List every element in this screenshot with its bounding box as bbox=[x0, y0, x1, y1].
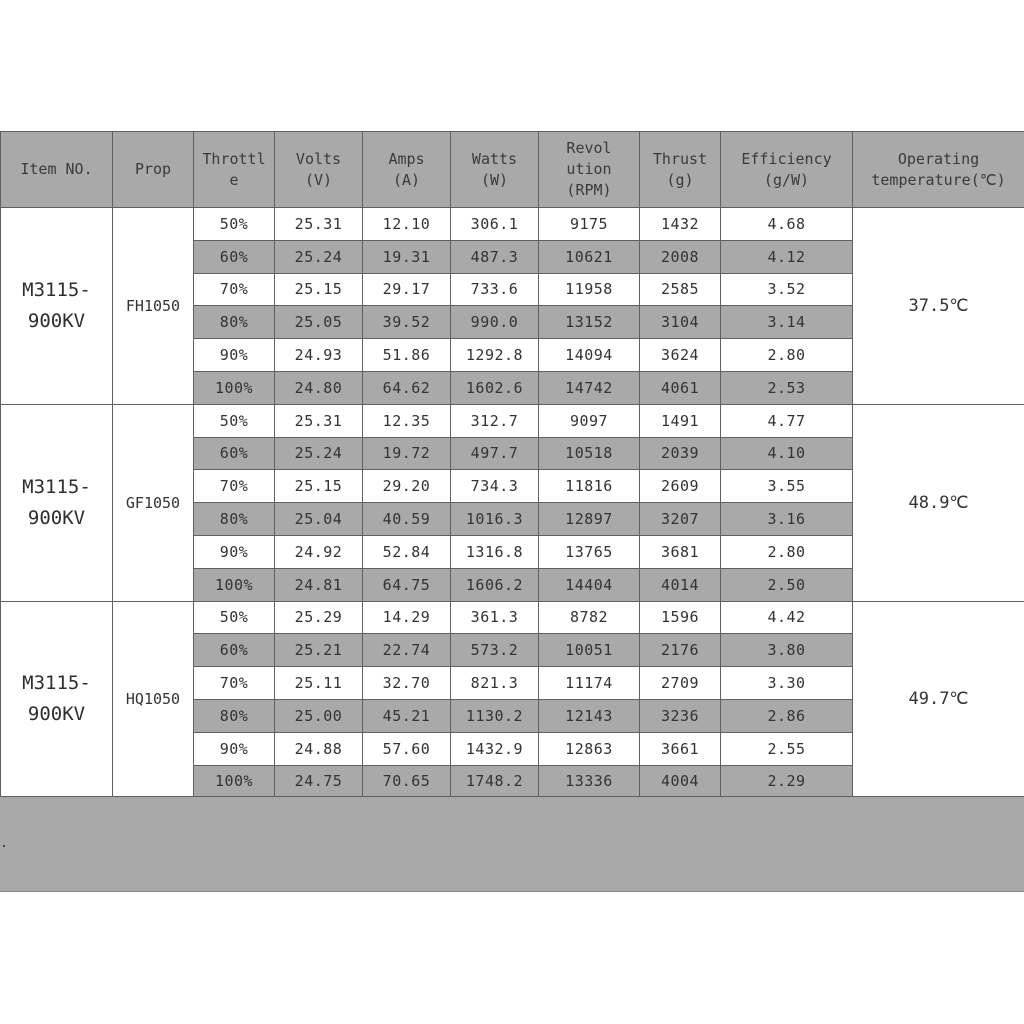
rpm-cell: 9097 bbox=[539, 404, 640, 437]
thrust-cell: 4004 bbox=[640, 765, 721, 798]
amps-cell: 12.10 bbox=[363, 208, 451, 241]
volts-cell: 25.15 bbox=[275, 273, 363, 306]
amps-cell: 19.31 bbox=[363, 240, 451, 273]
rpm-cell: 14742 bbox=[539, 371, 640, 404]
prop-cell: HQ1050 bbox=[113, 601, 194, 798]
amps-cell: 64.75 bbox=[363, 568, 451, 601]
volts-cell: 25.24 bbox=[275, 437, 363, 470]
thrust-cell: 2609 bbox=[640, 470, 721, 503]
watts-cell: 1130.2 bbox=[451, 699, 539, 732]
table-row bbox=[1, 404, 1024, 437]
rpm-cell: 11174 bbox=[539, 667, 640, 700]
efficiency-cell: 4.12 bbox=[721, 240, 853, 273]
efficiency-cell: 3.52 bbox=[721, 273, 853, 306]
watts-cell: 734.3 bbox=[451, 470, 539, 503]
throttle-cell: 80% bbox=[194, 503, 275, 536]
amps-cell: 57.60 bbox=[363, 732, 451, 765]
volts-cell: 25.21 bbox=[275, 634, 363, 667]
throttle-cell: 50% bbox=[194, 404, 275, 437]
amps-cell: 32.70 bbox=[363, 667, 451, 700]
operating-temperature-cell: 49.7℃ bbox=[853, 601, 1024, 798]
efficiency-cell: 2.53 bbox=[721, 371, 853, 404]
throttle-cell: 60% bbox=[194, 437, 275, 470]
watts-cell: 573.2 bbox=[451, 634, 539, 667]
watts-cell: 312.7 bbox=[451, 404, 539, 437]
motor-model-cell: M3115- 900KV bbox=[1, 404, 113, 601]
thrust-cell: 1432 bbox=[640, 208, 721, 241]
watts-cell: 1292.8 bbox=[451, 339, 539, 372]
rpm-cell: 9175 bbox=[539, 208, 640, 241]
throttle-cell: 60% bbox=[194, 240, 275, 273]
amps-cell: 40.59 bbox=[363, 503, 451, 536]
prop-cell: GF1050 bbox=[113, 404, 194, 601]
watts-cell: 1606.2 bbox=[451, 568, 539, 601]
header-prop: Prop bbox=[113, 132, 194, 208]
throttle-cell: 70% bbox=[194, 470, 275, 503]
volts-cell: 24.92 bbox=[275, 535, 363, 568]
rpm-cell: 13765 bbox=[539, 535, 640, 568]
amps-cell: 51.86 bbox=[363, 339, 451, 372]
rpm-cell: 10621 bbox=[539, 240, 640, 273]
efficiency-cell: 4.42 bbox=[721, 601, 853, 634]
operating-temperature-cell: 37.5℃ bbox=[853, 208, 1024, 405]
watts-cell: 821.3 bbox=[451, 667, 539, 700]
throttle-cell: 100% bbox=[194, 765, 275, 798]
header-throttle: Throttl e bbox=[194, 132, 275, 208]
thrust-cell: 3661 bbox=[640, 732, 721, 765]
volts-cell: 25.04 bbox=[275, 503, 363, 536]
thrust-cell: 1491 bbox=[640, 404, 721, 437]
volts-cell: 24.93 bbox=[275, 339, 363, 372]
footer-band bbox=[0, 796, 1024, 892]
volts-cell: 24.80 bbox=[275, 371, 363, 404]
watts-cell: 1016.3 bbox=[451, 503, 539, 536]
table-row bbox=[1, 601, 1024, 634]
thrust-cell: 2585 bbox=[640, 273, 721, 306]
volts-cell: 25.31 bbox=[275, 404, 363, 437]
volts-cell: 24.81 bbox=[275, 568, 363, 601]
efficiency-cell: 2.55 bbox=[721, 732, 853, 765]
motor-model-cell: M3115- 900KV bbox=[1, 601, 113, 798]
efficiency-cell: 4.68 bbox=[721, 208, 853, 241]
amps-cell: 39.52 bbox=[363, 306, 451, 339]
throttle-cell: 70% bbox=[194, 667, 275, 700]
volts-cell: 25.15 bbox=[275, 470, 363, 503]
thrust-cell: 2709 bbox=[640, 667, 721, 700]
watts-cell: 1748.2 bbox=[451, 765, 539, 798]
thrust-cell: 2176 bbox=[640, 634, 721, 667]
amps-cell: 22.74 bbox=[363, 634, 451, 667]
table-row bbox=[1, 208, 1024, 241]
rpm-cell: 12863 bbox=[539, 732, 640, 765]
throttle-cell: 80% bbox=[194, 699, 275, 732]
rpm-cell: 10518 bbox=[539, 437, 640, 470]
throttle-cell: 100% bbox=[194, 568, 275, 601]
header-row bbox=[1, 132, 1024, 208]
throttle-cell: 50% bbox=[194, 208, 275, 241]
amps-cell: 14.29 bbox=[363, 601, 451, 634]
watts-cell: 361.3 bbox=[451, 601, 539, 634]
amps-cell: 45.21 bbox=[363, 699, 451, 732]
motor-test-table bbox=[0, 131, 1024, 798]
volts-cell: 24.75 bbox=[275, 765, 363, 798]
table-body bbox=[1, 208, 1024, 798]
throttle-cell: 90% bbox=[194, 732, 275, 765]
thrust-cell: 1596 bbox=[640, 601, 721, 634]
efficiency-cell: 3.55 bbox=[721, 470, 853, 503]
throttle-cell: 90% bbox=[194, 339, 275, 372]
amps-cell: 52.84 bbox=[363, 535, 451, 568]
header-amps: Amps (A) bbox=[363, 132, 451, 208]
watts-cell: 306.1 bbox=[451, 208, 539, 241]
amps-cell: 12.35 bbox=[363, 404, 451, 437]
efficiency-cell: 3.16 bbox=[721, 503, 853, 536]
efficiency-cell: 4.10 bbox=[721, 437, 853, 470]
thrust-cell: 2039 bbox=[640, 437, 721, 470]
amps-cell: 70.65 bbox=[363, 765, 451, 798]
operating-temperature-cell: 48.9℃ bbox=[853, 404, 1024, 601]
amps-cell: 19.72 bbox=[363, 437, 451, 470]
volts-cell: 25.05 bbox=[275, 306, 363, 339]
throttle-cell: 60% bbox=[194, 634, 275, 667]
watts-cell: 733.6 bbox=[451, 273, 539, 306]
motor-model-cell: M3115- 900KV bbox=[1, 208, 113, 405]
thrust-cell: 2008 bbox=[640, 240, 721, 273]
watts-cell: 1316.8 bbox=[451, 535, 539, 568]
rpm-cell: 8782 bbox=[539, 601, 640, 634]
thrust-cell: 3207 bbox=[640, 503, 721, 536]
footer-dot bbox=[3, 845, 5, 847]
prop-cell: FH1050 bbox=[113, 208, 194, 405]
volts-cell: 24.88 bbox=[275, 732, 363, 765]
efficiency-cell: 3.30 bbox=[721, 667, 853, 700]
throttle-cell: 70% bbox=[194, 273, 275, 306]
throttle-cell: 90% bbox=[194, 535, 275, 568]
rpm-cell: 13336 bbox=[539, 765, 640, 798]
efficiency-cell: 2.80 bbox=[721, 339, 853, 372]
efficiency-cell: 2.50 bbox=[721, 568, 853, 601]
amps-cell: 29.17 bbox=[363, 273, 451, 306]
rpm-cell: 12143 bbox=[539, 699, 640, 732]
header-item-no: Item NO. bbox=[1, 132, 113, 208]
efficiency-cell: 4.77 bbox=[721, 404, 853, 437]
rpm-cell: 14094 bbox=[539, 339, 640, 372]
table-header bbox=[1, 132, 1024, 208]
watts-cell: 990.0 bbox=[451, 306, 539, 339]
watts-cell: 1602.6 bbox=[451, 371, 539, 404]
volts-cell: 25.00 bbox=[275, 699, 363, 732]
efficiency-cell: 3.14 bbox=[721, 306, 853, 339]
volts-cell: 25.24 bbox=[275, 240, 363, 273]
amps-cell: 29.20 bbox=[363, 470, 451, 503]
rpm-cell: 11816 bbox=[539, 470, 640, 503]
amps-cell: 64.62 bbox=[363, 371, 451, 404]
thrust-cell: 4061 bbox=[640, 371, 721, 404]
rpm-cell: 11958 bbox=[539, 273, 640, 306]
header-watts: Watts (W) bbox=[451, 132, 539, 208]
header-operating-temperature: Operating temperature(℃) bbox=[853, 132, 1024, 208]
efficiency-cell: 2.29 bbox=[721, 765, 853, 798]
thrust-cell: 3624 bbox=[640, 339, 721, 372]
header-efficiency: Efficiency (g/W) bbox=[721, 132, 853, 208]
rpm-cell: 12897 bbox=[539, 503, 640, 536]
watts-cell: 497.7 bbox=[451, 437, 539, 470]
rpm-cell: 13152 bbox=[539, 306, 640, 339]
thrust-cell: 4014 bbox=[640, 568, 721, 601]
efficiency-cell: 3.80 bbox=[721, 634, 853, 667]
header-revolution: Revol ution (RPM) bbox=[539, 132, 640, 208]
rpm-cell: 10051 bbox=[539, 634, 640, 667]
volts-cell: 25.11 bbox=[275, 667, 363, 700]
throttle-cell: 50% bbox=[194, 601, 275, 634]
volts-cell: 25.31 bbox=[275, 208, 363, 241]
watts-cell: 1432.9 bbox=[451, 732, 539, 765]
watts-cell: 487.3 bbox=[451, 240, 539, 273]
thrust-cell: 3104 bbox=[640, 306, 721, 339]
thrust-cell: 3681 bbox=[640, 535, 721, 568]
throttle-cell: 80% bbox=[194, 306, 275, 339]
efficiency-cell: 2.86 bbox=[721, 699, 853, 732]
efficiency-cell: 2.80 bbox=[721, 535, 853, 568]
throttle-cell: 100% bbox=[194, 371, 275, 404]
rpm-cell: 14404 bbox=[539, 568, 640, 601]
volts-cell: 25.29 bbox=[275, 601, 363, 634]
thrust-cell: 3236 bbox=[640, 699, 721, 732]
header-thrust: Thrust (g) bbox=[640, 132, 721, 208]
header-volts: Volts (V) bbox=[275, 132, 363, 208]
